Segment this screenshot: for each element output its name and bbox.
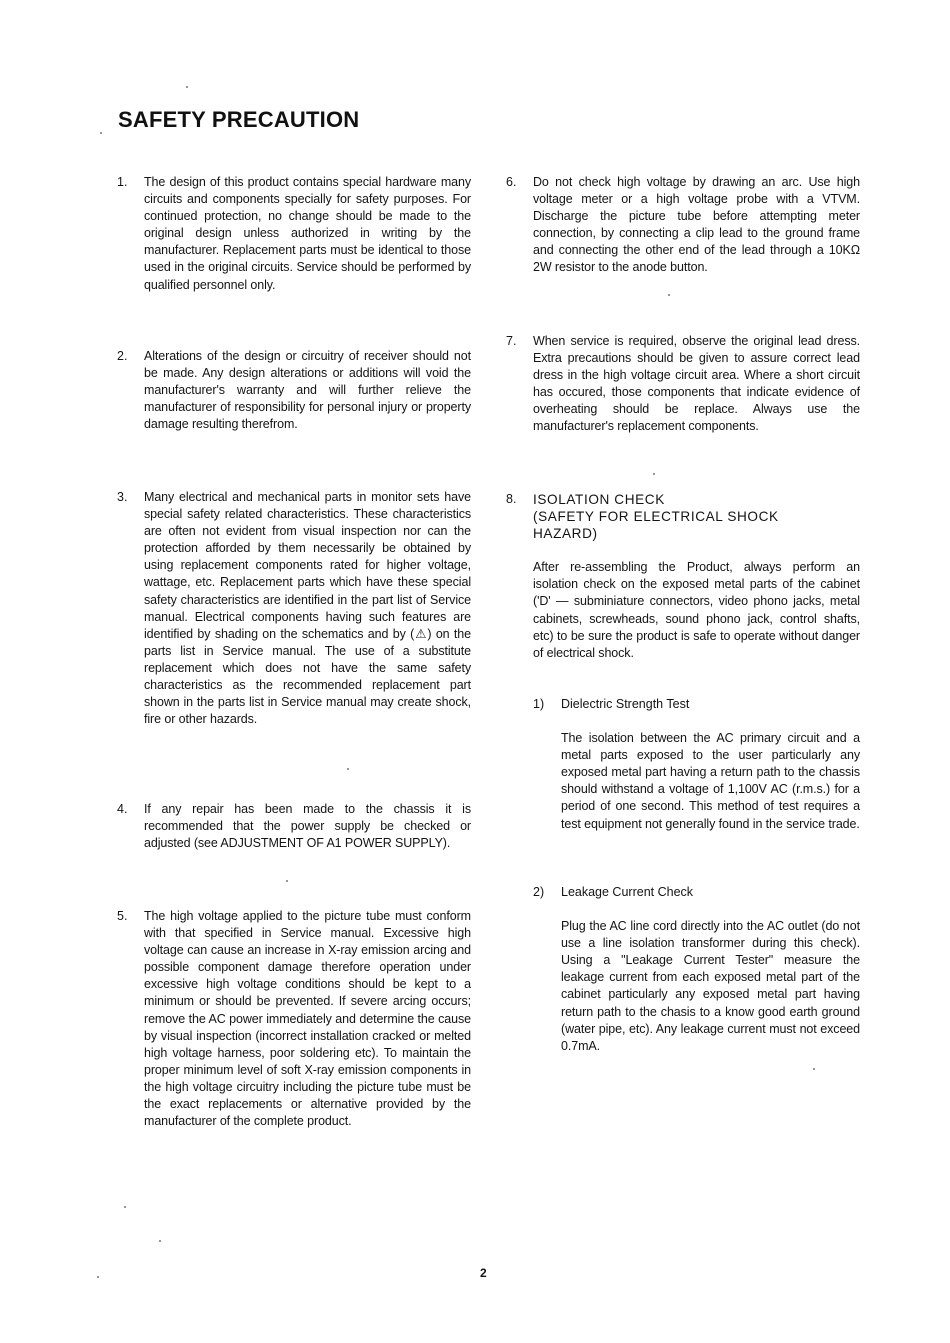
item-text: The design of this product contains special hardware many circuits and components specially for safety purposes. For continued protection, no change should be made to the original design unless authorized in writing by the manufacturer. Replacement parts must be identical to those used in the original circuits. Service should be performed by qualified personnel only. bbox=[144, 175, 471, 292]
subitem-text: Plug the AC line cord directly into the AC outlet (do not use a line isolation transformer during this check). Using a "Leakage Current Tester" measure the leakage current from each exposed metal part of the cabinet particularly any exposed metal part having return path to the chasis to a know good earth ground (water pipe, etc). Any leakage current must not exceed 0.7mA. bbox=[561, 919, 860, 1053]
item-text: Do not check high voltage by drawing an arc. Use high voltage meter or a high voltage probe with a VTVM. Discharge the picture tube before attempting meter connection, by connecting a clip lead to the ground frame and connecting the other end of the lead through a 10KΩ 2W resistor to the anode button. bbox=[533, 175, 860, 275]
heading-line: (SAFETY FOR ELECTRICAL SHOCK bbox=[533, 509, 779, 525]
scan-speck bbox=[97, 1276, 99, 1278]
precaution-item-6 bbox=[506, 174, 860, 277]
scan-speck bbox=[186, 86, 188, 88]
scan-speck bbox=[668, 294, 670, 296]
scan-speck bbox=[347, 768, 349, 770]
item-number: 5. bbox=[117, 909, 128, 923]
precaution-item-1 bbox=[117, 174, 471, 294]
page-number: 2 bbox=[480, 1266, 487, 1280]
item-text: When service is required, observe the original lead dress. Extra precautions should be given to assure correct lead dress in the high voltage circuit area. Where a short circuit has occured, those components that indicate evidence of overheating should be replace. Always use the manufacturer's replacement components. bbox=[533, 334, 860, 434]
scan-speck bbox=[813, 1068, 815, 1070]
subitem-label: Leakage Current Check bbox=[561, 885, 694, 899]
page-title: SAFETY PRECAUTION bbox=[118, 107, 360, 132]
item-text: The high voltage applied to the picture tube must conform with that specified in Service manual. Excessive high voltage can cause an increase in X-ray emission arcing and possible component damage therefore operation under excessive high voltage conditions should be kept to a minimum or should be prevented. If severe arcing occurs; remove the AC power immediately and determine the cause by visual inspection (incorrect installation cracked or melted high voltage harness, poor soldering etc). To maintain the proper minimum level of soft X-ray emission components in the high voltage circuitry including the picture tube must be the exact replacements or alternative provided by the manufacturer of the complete product. bbox=[144, 909, 471, 1129]
item-text: Alterations of the design or circuitry of receiver should not be made. Any design alterations or additions will void the manufacturer's warranty and will further relieve the manufacturer of responsibility for personal injury or property damage resulting therefrom. bbox=[144, 349, 471, 432]
item-text: Many electrical and mechanical parts in monitor sets have special safety related characteristics. These characteristics are often not evident from visual inspection nor can the protection afforded by them necessarily be obtained by using replacement components rated for higher voltage, wattage, etc. Replacement parts which have these special safety characteristics are identified in the part list of Service manual. Electrical components having such features are identified by shading on the schematics and by (⚠) on the parts list in Service manual. The use of a substitute replacement which does not have the same safety characteristics as the recommended replacement part shown in the parts list in Service manual may create shock, fire or other hazards. bbox=[144, 490, 471, 727]
subitem-number: 2) bbox=[533, 885, 545, 899]
heading-line: ISOLATION CHECK bbox=[533, 492, 665, 507]
item-number: 7. bbox=[506, 334, 517, 348]
item-text: After re-assembling the Product, always perform an isolation check on the exposed metal parts of the cabinet ('D' — subminiature connectors, video phono jacks, metal cabinets, screwheads, sound phono jack, control shafts, etc) to be sure the product is safe to operate without danger of electrical shock. bbox=[533, 560, 860, 660]
subitem-dielectric-strength-test bbox=[533, 696, 860, 833]
precaution-item-5 bbox=[117, 908, 471, 1130]
item-number: 6. bbox=[506, 175, 517, 189]
item-number: 4. bbox=[117, 802, 128, 816]
isolation-check-heading bbox=[533, 491, 860, 542]
item-text: If any repair has been made to the chassis it is recommended that the power supply be checked or adjusted (see ADJUSTMENT OF A1 POWER SUPPLY). bbox=[144, 802, 471, 851]
item-number: 2. bbox=[117, 349, 128, 363]
scan-speck bbox=[286, 880, 288, 882]
precaution-item-3 bbox=[117, 489, 471, 728]
item-number: 1. bbox=[117, 175, 128, 189]
subitem-text: The isolation between the AC primary circuit and a metal parts exposed to the user particularly any exposed metal part having a return path to the chassis should withstand a voltage of 1,100V AC (r.m.s.) for a period of one second. This method of test requires a test equipment not generally found in the service trade. bbox=[561, 731, 860, 831]
subitem-leakage-current-check bbox=[533, 884, 860, 1055]
precaution-item-2 bbox=[117, 348, 471, 433]
scan-speck bbox=[653, 473, 655, 475]
precaution-item-7 bbox=[506, 333, 860, 436]
scan-speck bbox=[100, 132, 102, 134]
scan-speck bbox=[159, 1240, 161, 1242]
scan-speck bbox=[124, 1206, 126, 1208]
item-number: 3. bbox=[117, 490, 128, 504]
subitem-label: Dielectric Strength Test bbox=[561, 697, 690, 711]
precaution-item-4 bbox=[117, 801, 471, 852]
subitem-number: 1) bbox=[533, 697, 545, 711]
item-number: 8. bbox=[506, 492, 517, 506]
precaution-item-8 bbox=[506, 491, 860, 662]
heading-line: HAZARD) bbox=[533, 526, 598, 542]
